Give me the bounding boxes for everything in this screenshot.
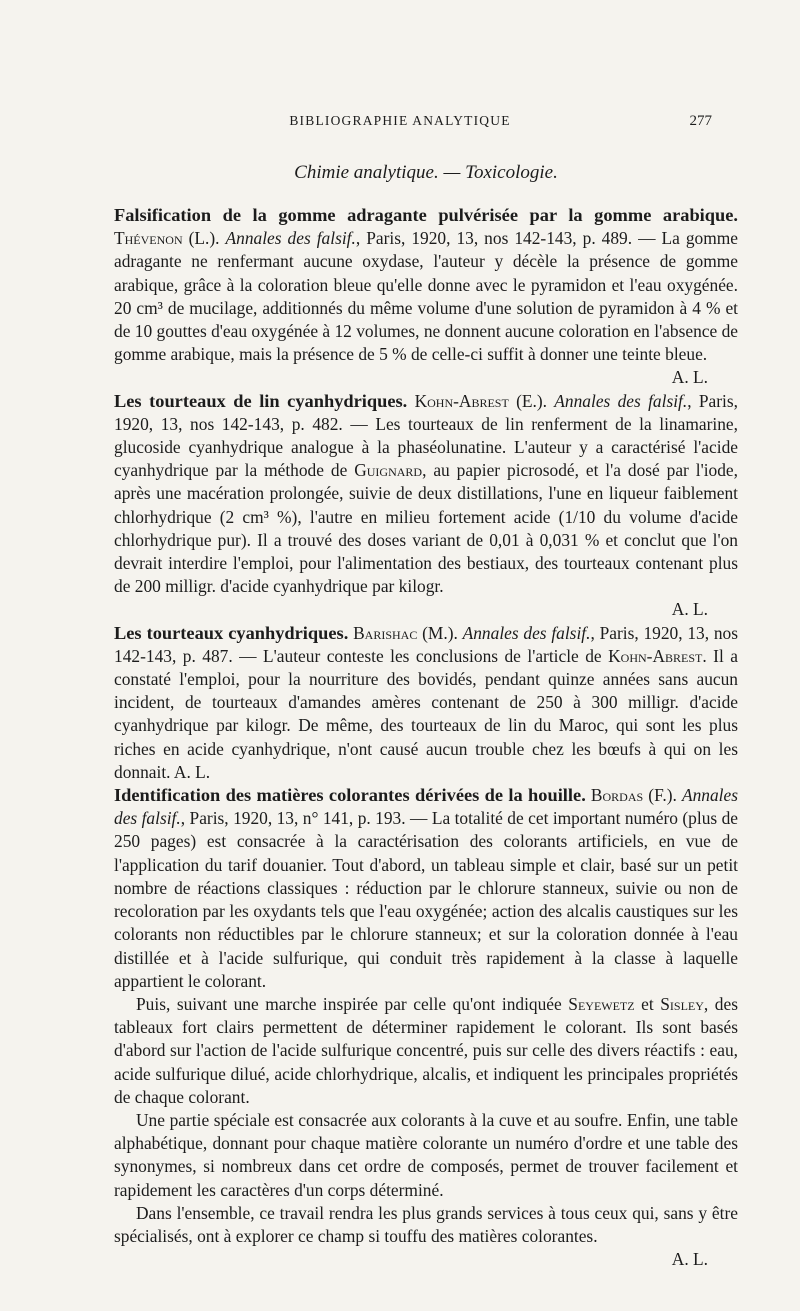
article-reference: , Paris, 1920, 13, nos 142-143, p. 487. —: [114, 622, 738, 666]
cited-author: Kohn-Abrest: [608, 645, 703, 666]
article-journal: Annales des falsif.: [114, 785, 738, 829]
running-head: BIBLIOGRAPHIE ANALYTIQUE: [289, 113, 511, 128]
article-journal: Annales des falsif.: [225, 228, 356, 249]
article-title: Les tourteaux cyanhydriques.: [114, 622, 349, 643]
article-matieres-colorantes: [114, 784, 738, 993]
article-tourteaux-lin: [114, 390, 738, 622]
article-body: , au papier picrosodé, et l'a dosé par l'iode, après une macération prolongée, suivie de deux distillations, l'une en liqueur faiblement chlorhydrique (2 cm³ %), l'autre en milieu fortement acide (1/10 du volume d'acide chlorhydrique pur). Il a trouvé des doses variant de 0,01 à 0,031 % et conclut que l'on devrait interdire l'emploi, pour l'alimentation des bestiaux, des tourteaux contenant plus de 200 milligr. d'acide cyanhydrique par kilogr.: [114, 460, 739, 597]
article-author: Bordas (F.).: [590, 785, 677, 806]
article-body: . Il a constaté l'emploi, pour la nourriture des bovidés, pendant quinze années sans aucun incident, de tourteaux d'amandes amères contenant de 250 à 300 milligr. d'acide cyanhydrique par kilogr. De même, des tourteaux de lin du Maroc, qui sont les plus riches en acide cyanhydrique, n'ont causé aucun trouble chez les bœufs à qui on les donnait.: [114, 645, 738, 782]
article-paragraph: [114, 993, 738, 1109]
article-body: L'auteur conteste les conclusions de l'article de: [263, 645, 602, 666]
article-body: La gomme adragante ne renfermant aucune oxydase, l'auteur y décèle la présence de gomme arabique, grâce à la coloration bleue qu'elle donne avec le pyramidon et l'eau oxygénée. 20 cm³ de mucilage, additionnés du même volume d'une solution de pyramidon à 4 % et de 10 gouttes d'eau oxygénée à 12 volumes, ne donnent aucune coloration en l'absence de gomme arabique, mais la présence de 5 % de celle-ci suffit à donner une teinte bleue.: [114, 228, 738, 365]
article-reference: , Paris, 1920, 13, n° 141, p. 193. —: [180, 808, 428, 829]
article-reference: , Paris, 1920, 13, nos 142-143, p. 489. —: [355, 228, 656, 249]
paragraph-text: , des tableaux fort clairs permettent de déterminer rapidement le colorant. Ils sont basés d'abord sur l'action de l'acide sulfurique concentré, puis sur celle des divers réactifs : eau, acide sulfurique dilué, acide chlorhydrique, alcalis, et indiquent les principales propriétés de chaque colorant.: [114, 993, 738, 1107]
article-title: Falsification de la gomme adragante pulvérisée par la gomme arabique.: [114, 205, 738, 225]
article-title: Les tourteaux de lin cyanhydriques.: [114, 390, 408, 411]
article-signature: A. L.: [671, 367, 708, 388]
article-signature: A. L.: [173, 761, 211, 782]
article-gomme-adragante: [114, 204, 738, 390]
page-header: [0, 113, 800, 135]
cited-author: Guignard: [354, 460, 423, 481]
paragraph-text: Puis, suivant une marche inspirée par celle qu'ont indiquée: [136, 993, 562, 1014]
article-reference: , Paris, 1920, 13, nos 142-143, p. 482. —: [114, 390, 738, 434]
article-body: Les tourteaux de lin renferment de la linamarine, glucoside cyanhydrique analogue à la phaséolunatine. L'auteur y a caractérisé l'acide cyanhydrique par la méthode de: [114, 413, 738, 481]
page-number: 277: [689, 113, 712, 129]
article-title: Identification des matières colorantes dérivées de la houille.: [114, 785, 586, 806]
article-signature: A. L.: [671, 1249, 708, 1270]
section-title: Chimie analytique. — Toxicologie.: [294, 162, 558, 183]
cited-author: Seyewetz: [568, 993, 635, 1014]
paragraph-text: et: [641, 993, 654, 1014]
page-content: [114, 162, 738, 1271]
cited-author: Sisley: [660, 993, 704, 1014]
article-tourteaux-cyanhydriques: [114, 622, 738, 784]
article-author: Kohn-Abrest (E.).: [414, 390, 547, 411]
article-body: La totalité de cet important numéro (plus de 250 pages) est consacrée à la caractérisation des colorants artificiels, en vue de l'application du tarif douanier. Tout d'abord, un tableau simple et clair, basé sur un petit nombre de réactions classiques : réduction par le chlorure stanneux, suivie ou non de recoloration par les oxydants tels que l'eau oxygénée; action des alcalis caustiques sur les colorants non réductibles par le chlorure stanneux; et sur la coloration donnée à l'eau distillée et à l'acide sulfurique, qui conduit très rapidement à la classe à laquelle appartient le colorant.: [114, 808, 739, 991]
paragraph-text: Dans l'ensemble, ce travail rendra les plus grands services à tous ceux qui, sans y être spécialisés, ont à explorer ce champ si touffu des matières colorantes.: [114, 1202, 738, 1246]
article-author: Barishac (M.).: [353, 622, 458, 643]
article-paragraph: [114, 1202, 738, 1272]
article-journal: Annales des falsif.: [462, 622, 591, 643]
article-author: Thévenon (L.).: [114, 228, 220, 249]
article-journal: Annales des falsif.: [554, 390, 688, 411]
article-paragraph: Une partie spéciale est consacrée aux colorants à la cuve et au soufre. Enfin, une table alphabétique, donnant pour chaque matière colorante un numéro d'ordre et une table des synonymes, si nombreux dans cet ordre de composés, permet de trouver facilement et rapidement les caractères d'un corps déterminé.: [114, 1109, 738, 1200]
article-signature: A. L.: [671, 599, 708, 620]
